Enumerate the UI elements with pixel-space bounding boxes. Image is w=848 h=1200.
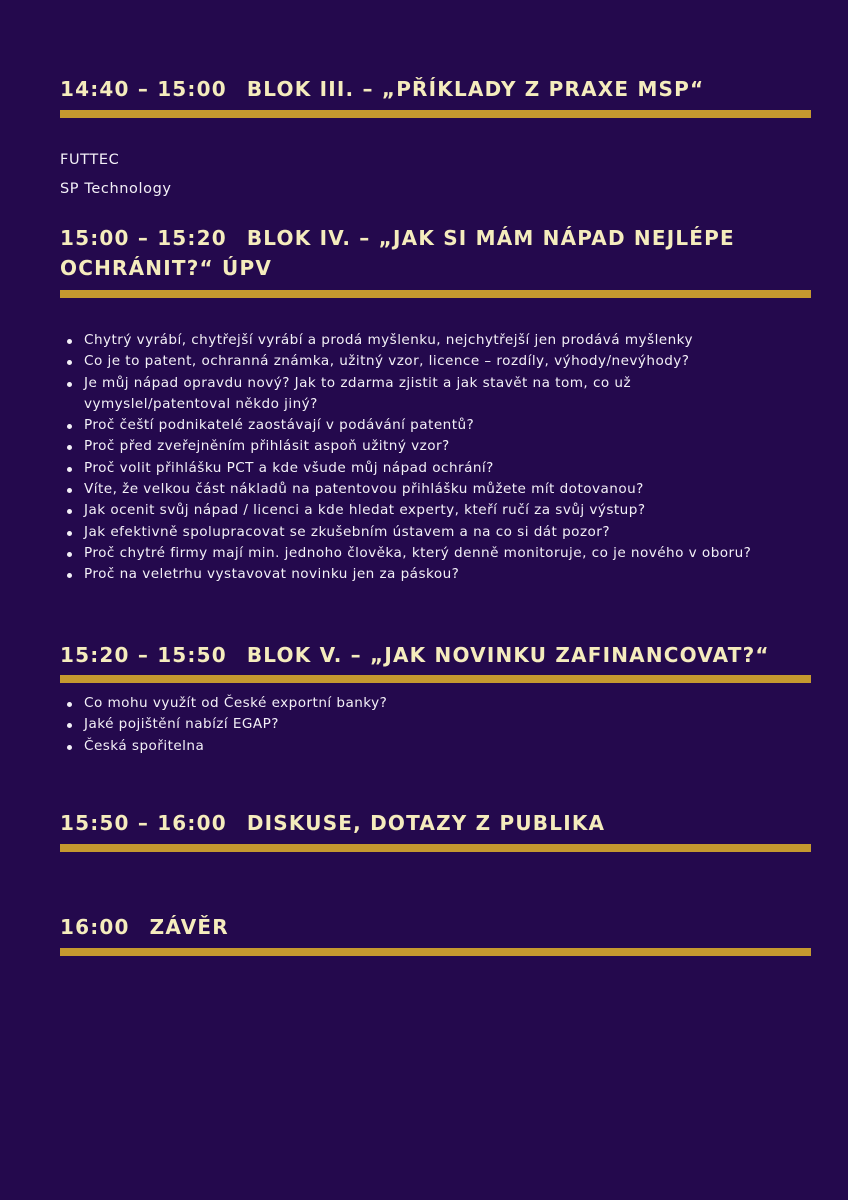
list-item: Co mohu využít od České exportní banky? — [60, 693, 811, 714]
block-4-time: 15:00 – 15:20 — [60, 226, 227, 250]
block-3-item: FUTTEC — [60, 152, 120, 168]
list-item: Proč chytré firmy mají min. jednoho člověka, který denně monitoruje, co je nového v oboru? — [60, 543, 790, 564]
block-4 — [60, 223, 811, 586]
list-item: Víte, že velkou část nákladů na patentovou přihlášku můžete mít dotovanou? — [60, 479, 790, 500]
block-5-title: BLOK V. – „JAK NOVINKU ZAFINANCOVAT?“ — [246, 643, 770, 667]
block-4-list — [60, 330, 790, 586]
list-item: Česká spořitelna — [60, 736, 811, 757]
discussion-heading — [60, 808, 811, 838]
discussion-time: 15:50 – 16:00 — [60, 811, 227, 835]
closing-heading — [60, 912, 811, 942]
block-3 — [60, 74, 811, 199]
block-3-divider — [60, 110, 811, 118]
list-item: Proč na veletrhu vystavovat novinku jen za páskou? — [60, 564, 790, 585]
closing-block — [60, 912, 811, 956]
discussion-title: DISKUSE, DOTAZY Z PUBLIKA — [246, 811, 606, 835]
list-item: Chytrý vyrábí, chytřejší vyrábí a prodá myšlenku, nejchytřejší jen prodává myšlenky — [60, 330, 790, 351]
block-3-time: 14:40 – 15:00 — [60, 77, 227, 101]
list-item: Jaké pojištění nabízí EGAP? — [60, 714, 811, 735]
list-item: Je můj nápad opravdu nový? Jak to zdarma zjistit a jak stavět na tom, co už vymyslel/patentoval někdo jiný? — [60, 373, 790, 416]
discussion-divider — [60, 844, 811, 852]
list-item: Jak ocenit svůj nápad / licenci a kde hledat experty, kteří ručí za svůj výstup? — [60, 500, 790, 521]
list-item: Proč volit přihlášku PCT a kde všude můj nápad ochrání? — [60, 458, 790, 479]
block-5-time: 15:20 – 15:50 — [60, 643, 227, 667]
list-item: Jak efektivně spolupracovat se zkušebním ústavem a na co si dát pozor? — [60, 522, 790, 543]
block-5 — [60, 640, 811, 757]
closing-time: 16:00 — [60, 915, 130, 939]
block-3-item: SP Technology — [60, 181, 172, 197]
list-item: Co je to patent, ochranná známka, užitný vzor, licence – rozdíly, výhody/nevýhody? — [60, 351, 790, 372]
block-5-list — [60, 693, 811, 757]
block-4-title-line-1: BLOK IV. – „JAK SI MÁM NÁPAD NEJLÉPE — [246, 226, 735, 250]
list-item: Proč čeští podnikatelé zaostávají v podávání patentů? — [60, 415, 790, 436]
block-4-title-line-2: OCHRÁNIT?“ ÚPV — [60, 256, 273, 280]
block-3-title: BLOK III. – „PŘÍKLADY Z PRAXE MSP“ — [246, 77, 705, 101]
block-5-heading — [60, 640, 811, 670]
block-4-divider — [60, 290, 811, 298]
block-5-divider — [60, 675, 811, 683]
closing-divider — [60, 948, 811, 956]
closing-title: ZÁVĚR — [149, 915, 229, 939]
list-item: Proč před zveřejněním přihlásit aspoň užitný vzor? — [60, 436, 790, 457]
discussion-block — [60, 808, 811, 852]
block-3-heading — [60, 74, 811, 104]
block-4-heading — [60, 223, 811, 283]
